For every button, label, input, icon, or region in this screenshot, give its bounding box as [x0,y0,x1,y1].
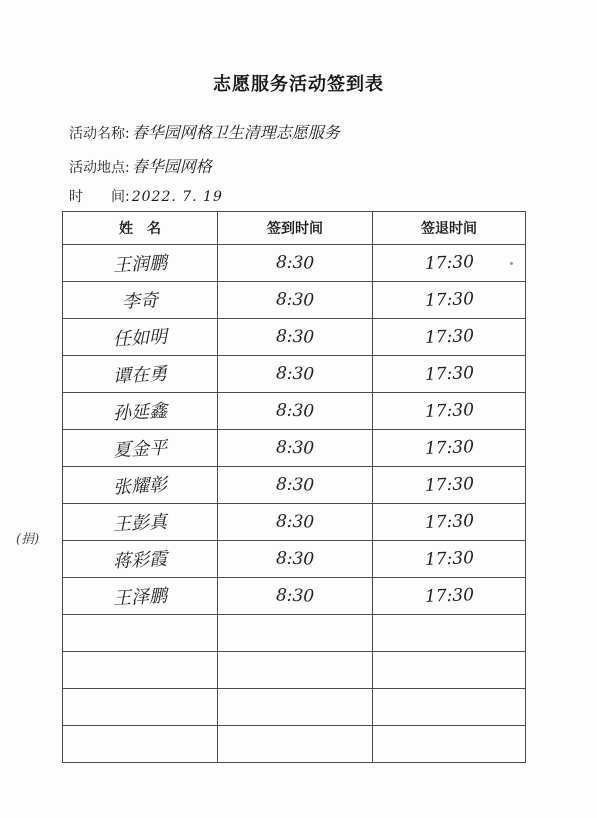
cell-signout [373,430,526,467]
cell-signout [373,689,526,726]
paper-speck [510,262,513,265]
signout-time: 17:30 [424,548,474,570]
table-row [63,356,526,393]
activity-time-value: 2022. 7. 19 [131,189,223,205]
volunteer-name: 任如明 [112,326,168,351]
cell-signout [373,578,526,615]
table-row [63,393,526,430]
volunteer-name: 王彭真 [112,511,168,536]
cell-signin [218,393,373,430]
cell-name [63,652,218,689]
volunteer-name: 李奇 [121,290,159,313]
signin-time: 8:30 [275,548,315,570]
cell-name [63,467,218,504]
cell-name [63,430,218,467]
cell-name [63,541,218,578]
table-row [63,467,526,504]
cell-signout [373,652,526,689]
signout-time: 17:30 [424,437,474,459]
volunteer-name: 夏金平 [112,437,168,462]
table-row [63,282,526,319]
activity-place-label: 活动地点: [69,160,130,176]
document-title: 志愿服务活动签到表 [213,74,384,95]
cell-signout [373,282,526,319]
cell-signin [218,726,373,763]
table-row [63,430,526,467]
volunteer-name: 蒋彩霞 [112,548,168,573]
cell-signin [218,541,373,578]
cell-name [63,356,218,393]
cell-name [63,393,218,430]
table-header-row [63,212,526,245]
cell-signin [218,504,373,541]
signout-time: 17:30 [424,326,474,348]
cell-signout [373,615,526,652]
table-row [63,319,526,356]
cell-signout [373,393,526,430]
margin-note: (捐) [16,532,40,547]
cell-name [63,282,218,319]
header-name: 姓 名 [63,212,218,245]
signout-time: 17:30 [424,363,474,385]
signin-time: 8:30 [275,326,315,348]
cell-signin [218,689,373,726]
table-row-empty [63,615,526,652]
signin-time: 8:30 [275,289,315,311]
cell-name [63,319,218,356]
table-row-empty [63,726,526,763]
signin-table [62,211,526,763]
cell-name [63,504,218,541]
signout-time: 17:30 [424,585,474,607]
cell-signin [218,615,373,652]
cell-signout [373,467,526,504]
cell-name [63,578,218,615]
cell-name [63,615,218,652]
signin-time: 8:30 [275,585,315,607]
activity-time-row [69,186,223,206]
header-signout-time: 签退时间 [373,212,526,245]
volunteer-name: 王润鹏 [112,252,168,277]
signin-time: 8:30 [275,400,315,422]
activity-name-label: 活动名称: [69,126,130,142]
cell-signout [373,245,526,282]
signout-time: 17:30 [424,289,474,311]
signin-time: 8:30 [275,252,315,274]
signin-time: 8:30 [275,474,315,496]
signout-time: 17:30 [424,511,474,533]
activity-time-label: 时 间: [69,189,130,205]
activity-name-row [69,120,340,143]
cell-signout [373,356,526,393]
activity-name-value: 春华园网格卫生清理志愿服务 [131,123,340,142]
activity-place-value: 春华园网格 [131,157,212,176]
signin-time: 8:30 [275,511,315,533]
signin-time: 8:30 [275,437,315,459]
table-row [63,245,526,282]
signout-time: 17:30 [424,474,474,496]
table-row [63,541,526,578]
volunteer-name: 孙延鑫 [112,400,168,425]
cell-signout [373,504,526,541]
activity-place-row [69,154,212,177]
cell-signout [373,319,526,356]
cell-signin [218,245,373,282]
table-row-empty [63,652,526,689]
cell-name [63,245,218,282]
cell-signout [373,726,526,763]
signout-time: 17:30 [424,252,474,274]
header-signin-time: 签到时间 [218,212,373,245]
cell-name [63,726,218,763]
volunteer-name: 谭在勇 [112,363,168,388]
cell-signin [218,282,373,319]
cell-signin [218,319,373,356]
volunteer-name: 张耀彰 [112,474,168,499]
table-row [63,578,526,615]
table-row-empty [63,689,526,726]
cell-signin [218,356,373,393]
cell-signout [373,541,526,578]
cell-signin [218,578,373,615]
signout-time: 17:30 [424,400,474,422]
table-row [63,504,526,541]
cell-name [63,689,218,726]
cell-signin [218,652,373,689]
volunteer-name: 王泽鹏 [112,585,168,610]
cell-signin [218,467,373,504]
signin-time: 8:30 [275,363,315,385]
cell-signin [218,430,373,467]
